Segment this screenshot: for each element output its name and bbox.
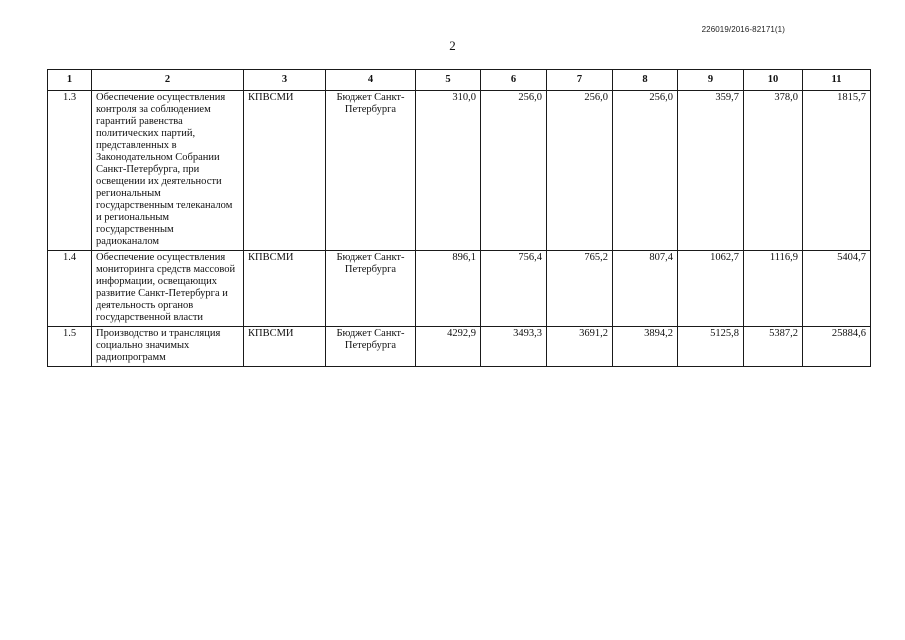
measure-name: Производство и трансляция социально значимых радиопрограмм <box>92 327 244 367</box>
document-id: 226019/2016-82171(1) <box>701 25 785 34</box>
total-cell: 1815,7 <box>803 91 871 251</box>
value-cell: 1116,9 <box>744 251 803 327</box>
value-cell: 3493,3 <box>481 327 547 367</box>
column-header: 8 <box>613 70 678 91</box>
column-header: 3 <box>244 70 326 91</box>
value-cell: 378,0 <box>744 91 803 251</box>
column-header: 9 <box>678 70 744 91</box>
budget-table <box>47 69 871 367</box>
column-header: 10 <box>744 70 803 91</box>
value-cell: 807,4 <box>613 251 678 327</box>
measure-name: Обеспечение осуществления мониторинга средств массовой информации, освещающих развитие Санкт-Петербурга и деятельность органов государственной власти <box>92 251 244 327</box>
funding-source: Бюджет Санкт-Петербурга <box>326 91 416 251</box>
value-cell: 896,1 <box>416 251 481 327</box>
value-cell: 5125,8 <box>678 327 744 367</box>
row-number: 1.4 <box>48 251 92 327</box>
column-header: 11 <box>803 70 871 91</box>
value-cell: 310,0 <box>416 91 481 251</box>
value-cell: 3894,2 <box>613 327 678 367</box>
column-header: 5 <box>416 70 481 91</box>
value-cell: 4292,9 <box>416 327 481 367</box>
column-header: 7 <box>547 70 613 91</box>
value-cell: 756,4 <box>481 251 547 327</box>
executor-cell: КПВСМИ <box>244 91 326 251</box>
table-row <box>48 327 871 367</box>
measure-name: Обеспечение осуществления контроля за соблюдением гарантий равенства политических партий, представленных в Законодательном Собрании Санкт-Петербурга, при освещении их деятельности региональным государственным телеканалом и региональным государственным радиоканалом <box>92 91 244 251</box>
column-header: 1 <box>48 70 92 91</box>
value-cell: 256,0 <box>547 91 613 251</box>
row-number: 1.3 <box>48 91 92 251</box>
table-body <box>48 91 871 367</box>
column-header: 6 <box>481 70 547 91</box>
value-cell: 256,0 <box>481 91 547 251</box>
value-cell: 359,7 <box>678 91 744 251</box>
value-cell: 256,0 <box>613 91 678 251</box>
value-cell: 5387,2 <box>744 327 803 367</box>
funding-source: Бюджет Санкт-Петербурга <box>326 251 416 327</box>
page-number: 2 <box>449 38 456 53</box>
value-cell: 765,2 <box>547 251 613 327</box>
row-number: 1.5 <box>48 327 92 367</box>
executor-cell: КПВСМИ <box>244 251 326 327</box>
value-cell: 1062,7 <box>678 251 744 327</box>
column-header: 2 <box>92 70 244 91</box>
value-cell: 3691,2 <box>547 327 613 367</box>
executor-cell: КПВСМИ <box>244 327 326 367</box>
funding-source: Бюджет Санкт-Петербурга <box>326 327 416 367</box>
total-cell: 25884,6 <box>803 327 871 367</box>
total-cell: 5404,7 <box>803 251 871 327</box>
table-row <box>48 251 871 327</box>
table-header <box>48 70 871 91</box>
column-header: 4 <box>326 70 416 91</box>
header-row <box>48 70 871 91</box>
table-row <box>48 91 871 251</box>
